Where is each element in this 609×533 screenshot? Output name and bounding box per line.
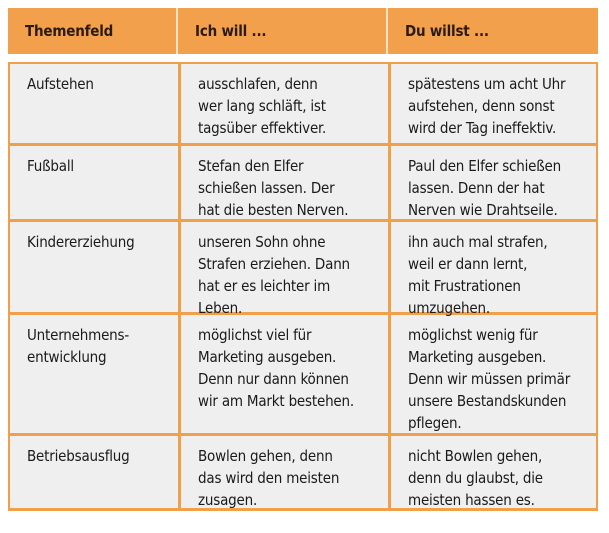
cell-line: Stefan den Elfer [198, 157, 304, 175]
cell-line: tagsüber effektiver. [198, 119, 327, 137]
cell-line: meisten hassen es. [408, 491, 535, 509]
cell-line: hat die besten Nerven. [198, 201, 349, 219]
du-willst-cell [388, 222, 596, 317]
cell-line: unsere Bestandskunden [408, 392, 567, 410]
cell-line: weil er dann lernt, [408, 255, 528, 273]
cell-line: Unternehmens- [27, 326, 130, 344]
ich-will-cell [178, 436, 388, 508]
cell-line: ihn auch mal strafen, [408, 233, 548, 251]
cell-line: aufstehen, denn sonst [408, 97, 555, 115]
cell-line: Nerven wie Drahtseile. [408, 201, 558, 219]
cell-line: Aufstehen [27, 75, 94, 93]
cell-line: lassen. Denn der hat [408, 179, 545, 197]
ich-will-cell [178, 222, 388, 317]
ich-will-cell [178, 315, 388, 433]
cell-line: pflegen. [408, 414, 462, 432]
cell-line: umzugehen. [408, 299, 490, 317]
cell-line: Marketing ausgeben. [408, 348, 547, 366]
header-themenfeld: Themenfeld [25, 22, 114, 40]
cell-line: Paul den Elfer schießen [408, 157, 562, 175]
header-du-willst: Du willst ... [386, 8, 598, 54]
table-row [10, 143, 596, 219]
cell-line: wir am Markt bestehen. [198, 392, 354, 410]
cell-line: Bowlen gehen, denn [198, 447, 333, 465]
table-row [10, 64, 596, 143]
cell-line: Kindererziehung [27, 233, 135, 251]
cell-line: ausschlafen, denn [198, 75, 318, 93]
cell-line: nicht Bowlen gehen, [408, 447, 543, 465]
topic-cell [10, 436, 178, 508]
cell-line: entwicklung [27, 348, 107, 366]
cell-line: Denn wir müssen primär [408, 370, 571, 388]
du-willst-cell [388, 64, 596, 143]
cell-line: mit Frustrationen [408, 277, 521, 295]
cell-line: zusagen. [198, 491, 258, 509]
cell-line: hat er es leichter im [198, 277, 331, 295]
topics-table [8, 8, 598, 511]
ich-will-cell [178, 64, 388, 143]
du-willst-cell [388, 436, 596, 508]
cell-line: Marketing ausgeben. [198, 348, 337, 366]
topic-cell [10, 315, 178, 433]
cell-line: Fußball [27, 157, 74, 175]
cell-line: denn du glaubst, die [408, 469, 543, 487]
du-willst-cell [388, 315, 596, 433]
table-header [8, 8, 598, 54]
cell-line: spätestens um acht Uhr [408, 75, 566, 93]
cell-line: möglichst wenig für [408, 326, 538, 344]
table-body [8, 62, 598, 511]
cell-line: Strafen erziehen. Dann [198, 255, 350, 273]
table-row [10, 219, 596, 317]
topic-cell [10, 64, 178, 143]
table-row [10, 312, 596, 433]
cell-line: wird der Tag ineffektiv. [408, 119, 557, 137]
topic-cell [10, 146, 178, 219]
cell-line: schießen lassen. Der [198, 179, 335, 197]
du-willst-cell [388, 146, 596, 219]
cell-line: möglichst viel für [198, 326, 312, 344]
ich-will-cell [178, 146, 388, 219]
cell-line: Denn nur dann können [198, 370, 349, 388]
topic-cell [10, 222, 178, 312]
cell-line: das wird den meisten [198, 469, 340, 487]
header-ich-will: Ich will ... [176, 8, 386, 54]
table-row [10, 433, 596, 508]
cell-line: wer lang schläft, ist [198, 97, 326, 115]
cell-line: unseren Sohn ohne [198, 233, 326, 251]
cell-line: Leben. [198, 299, 243, 317]
cell-line: Betriebsausflug [27, 447, 130, 465]
